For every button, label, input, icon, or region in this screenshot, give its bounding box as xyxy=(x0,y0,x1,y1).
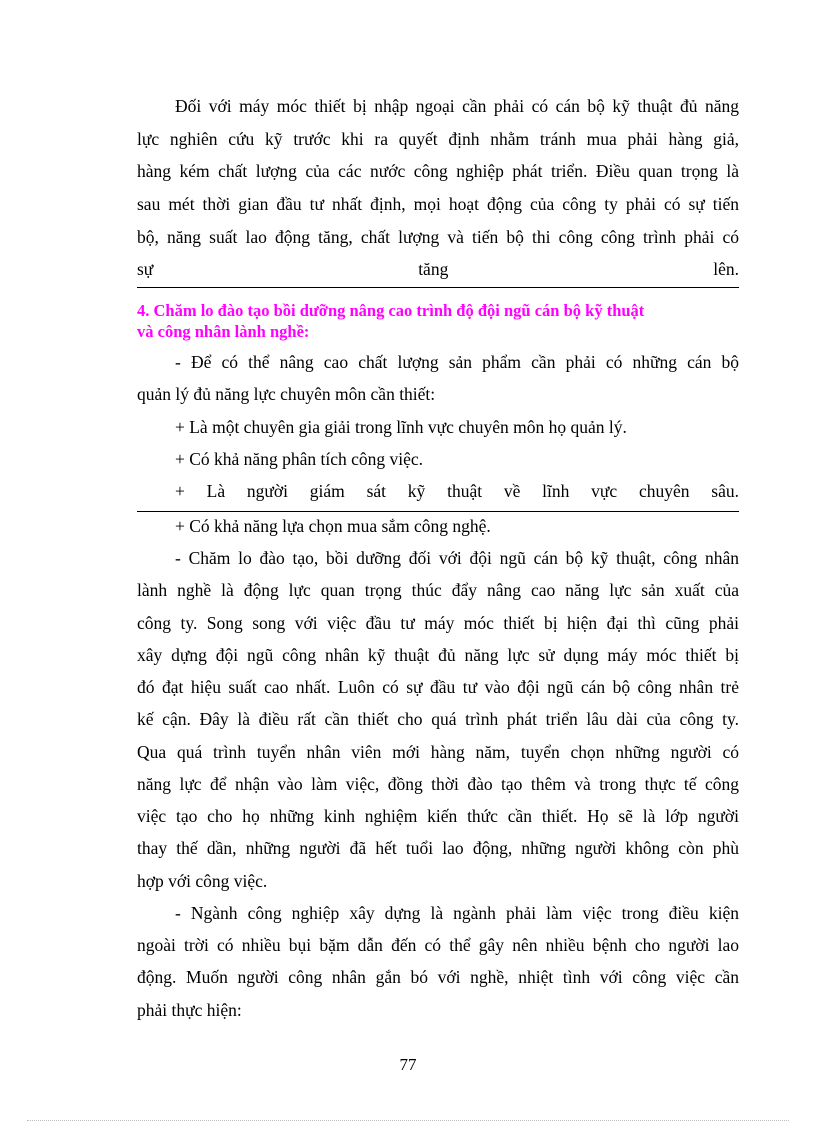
bullet-item: + Là người giám sát kỹ thuật về lĩnh vực chuyên sâu. xyxy=(175,481,739,501)
paragraph-line: lực nghiên cứu kỹ trước khi ra quyết định nhằm tránh mua phải hàng giả, xyxy=(137,129,739,149)
paragraph-line: công ty. Song song với việc đầu tư máy móc thiết bị hiện đại thì cũng phải xyxy=(137,613,739,633)
paragraph-line: động. Muốn người công nhân gắn bó với nghề, nhiệt tình với công việc cần xyxy=(137,967,739,987)
paragraph-line: thay thế dần, những người đã hết tuổi lao động, những người không còn phù xyxy=(137,838,739,858)
word: lên. xyxy=(713,259,739,279)
paragraph-line: bộ, năng suất lao động tăng, chất lượng và tiến bộ thi công công trình phải có xyxy=(137,227,739,247)
paragraph-line: hợp với công việc. xyxy=(137,871,268,891)
paragraph-line: ngoài trời có nhiều bụi bặm dẫn đến có thể gây nên nhiều bệnh cho người lao xyxy=(137,935,739,955)
paragraph-line: sau mét thời gian đầu tư nhất định, mọi hoạt động của công ty phải có sự tiến xyxy=(137,194,739,214)
page-number: 77 xyxy=(399,1055,417,1074)
word: sự xyxy=(137,259,154,279)
paragraph-line: Đối với máy móc thiết bị nhập ngoại cần phải có cán bộ kỹ thuật đủ năng xyxy=(175,96,739,116)
paragraph-line: Qua quá trình tuyển nhân viên mới hàng năm, tuyển chọn những người có xyxy=(137,742,739,762)
section-heading-line: 4. Chăm lo đào tạo bồi dưỡng nâng cao trình độ đội ngũ cán bộ kỹ thuật xyxy=(137,301,645,320)
paragraph-line: việc tạo cho họ những kinh nghiệm kiến thức cần thiết. Họ sẽ là lớp người xyxy=(137,806,739,826)
bullet-item: + Là một chuyên gia giải trong lĩnh vực chuyên môn họ quản lý. xyxy=(175,417,627,437)
paragraph-line: năng lực để nhận vào làm việc, đồng thời đào tạo thêm và trong thực tế công xyxy=(137,774,739,794)
paragraph-line-spread xyxy=(137,261,739,279)
paragraph-line: lành nghề là động lực quan trọng thúc đẩy nâng cao năng lực sản xuất của xyxy=(137,580,739,600)
paragraph-line: đó đạt hiệu suất cao nhất. Luôn có sự đầu tư vào đội ngũ cán bộ công nhân trẻ xyxy=(137,677,739,697)
paragraph-line: hàng kém chất lượng của các nước công nghiệp phát triển. Điều quan trọng là xyxy=(137,161,739,181)
paragraph-line: - Chăm lo đào tạo, bồi dưỡng đối với đội ngũ cán bộ kỹ thuật, công nhân xyxy=(175,548,739,568)
paragraph-line: quản lý đủ năng lực chuyên môn cần thiết: xyxy=(137,384,436,404)
word: tăng xyxy=(418,259,449,279)
paragraph-line: kế cận. Đây là điều rất cần thiết cho quá trình phát triển lâu dài của công ty. xyxy=(137,709,739,729)
horizontal-rule xyxy=(137,511,739,512)
bullet-item: + Có khả năng lựa chọn mua sắm công nghệ. xyxy=(175,516,491,536)
bullet-item: + Có khả năng phân tích công việc. xyxy=(175,449,423,469)
section-heading-line: và công nhân lành nghề: xyxy=(137,322,310,341)
paragraph-line: xây dựng đội ngũ công nhân kỹ thuật đủ năng lực sử dụng máy móc thiết bị xyxy=(137,645,739,665)
horizontal-rule xyxy=(137,287,739,288)
paragraph-line: - Để có thể nâng cao chất lượng sản phẩm cần phải có những cán bộ xyxy=(175,352,739,372)
paragraph-line: - Ngành công nghiệp xây dựng là ngành phải làm việc trong điều kiện xyxy=(175,903,739,923)
page-bottom-border xyxy=(27,1120,789,1121)
paragraph-line: phải thực hiện: xyxy=(137,1000,242,1020)
